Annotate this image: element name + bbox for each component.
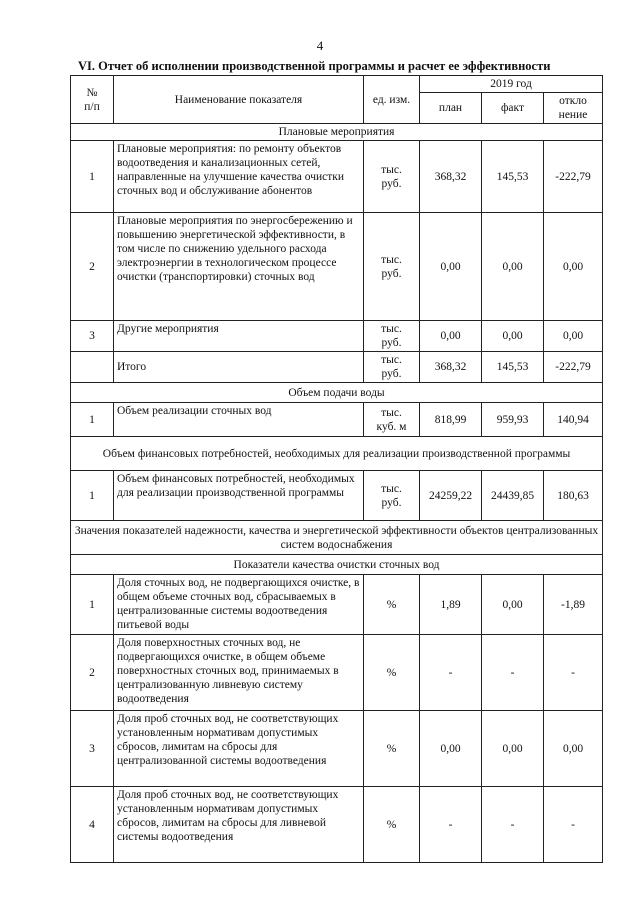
document-title: VI. Отчет об исполнении производственной программы и расчет ее эффективности — [78, 59, 551, 73]
row-plan: - — [420, 635, 482, 711]
row-unit: тыс. куб. м — [364, 403, 420, 437]
row-fact: 0,00 — [482, 575, 544, 635]
page-number: 4 — [316, 38, 324, 53]
row-number: 1 — [71, 141, 114, 213]
row-name: Объем реализации сточных вод — [114, 403, 364, 437]
table-row — [71, 635, 603, 711]
header-fact: факт — [482, 93, 544, 124]
row-fact: 0,00 — [482, 321, 544, 352]
table-row — [71, 141, 603, 213]
row-number: 1 — [71, 471, 114, 521]
table-row — [71, 471, 603, 521]
row-name: Плановые мероприятия: по ремонту объектов водоотведения и канализационных сетей, направленные на улучшение качества очистки сточных вод и обслуживание абонентов — [114, 141, 364, 213]
row-plan: - — [420, 787, 482, 863]
row-plan: 0,00 — [420, 213, 482, 321]
report-table — [70, 75, 603, 863]
row-deviation: 140,94 — [544, 403, 603, 437]
section-title: Значения показателей надежности, качества и энергетической эффективности объектов централизованных систем водоснабжения — [71, 521, 603, 555]
row-number — [71, 352, 114, 383]
row-unit: тыс. руб. — [364, 141, 420, 213]
header-deviation: откло нение — [544, 93, 603, 124]
table-row — [71, 321, 603, 352]
row-unit: % — [364, 635, 420, 711]
row-fact: 145,53 — [482, 141, 544, 213]
section-title: Плановые мероприятия — [71, 124, 603, 141]
row-unit: тыс. руб. — [364, 471, 420, 521]
row-plan: 0,00 — [420, 711, 482, 787]
row-deviation: 180,63 — [544, 471, 603, 521]
header-unit: ед. изм. — [364, 76, 420, 124]
row-name: Объем финансовых потребностей, необходимых для реализации производственной программы — [114, 471, 364, 521]
table-row — [71, 787, 603, 863]
row-fact: 959,93 — [482, 403, 544, 437]
row-plan: 368,32 — [420, 141, 482, 213]
row-unit: тыс. руб. — [364, 321, 420, 352]
header-name: Наименование показателя — [114, 76, 364, 124]
row-unit: тыс. руб. — [364, 213, 420, 321]
table-row — [71, 352, 603, 383]
row-unit: % — [364, 575, 420, 635]
row-fact: 24439,85 — [482, 471, 544, 521]
row-number: 1 — [71, 403, 114, 437]
row-plan: 0,00 — [420, 321, 482, 352]
row-plan: 24259,22 — [420, 471, 482, 521]
row-deviation: 0,00 — [544, 321, 603, 352]
row-fact: 0,00 — [482, 711, 544, 787]
row-fact: 0,00 — [482, 213, 544, 321]
row-unit: % — [364, 711, 420, 787]
header-year: 2019 год — [420, 76, 603, 93]
header-plan: план — [420, 93, 482, 124]
row-unit: % — [364, 787, 420, 863]
table-row — [71, 403, 603, 437]
row-plan: 368,32 — [420, 352, 482, 383]
table-row — [71, 711, 603, 787]
section-title: Объем подачи воды — [71, 383, 603, 403]
row-fact: 145,53 — [482, 352, 544, 383]
row-unit: тыс. руб. — [364, 352, 420, 383]
table-row — [71, 575, 603, 635]
row-fact: - — [482, 787, 544, 863]
row-number: 4 — [71, 787, 114, 863]
row-deviation: - — [544, 635, 603, 711]
section-title: Объем финансовых потребностей, необходимых для реализации производственной программы — [71, 437, 603, 471]
row-deviation: 0,00 — [544, 711, 603, 787]
row-deviation: -222,79 — [544, 352, 603, 383]
row-number: 3 — [71, 711, 114, 787]
row-deviation: -222,79 — [544, 141, 603, 213]
row-plan: 818,99 — [420, 403, 482, 437]
row-name: Доля проб сточных вод, не соответствующих установленным нормативам допустимых сбросов, лимитам на сбросы для централизованной системы водоотведения — [114, 711, 364, 787]
row-deviation: -1,89 — [544, 575, 603, 635]
row-name: Итого — [114, 352, 364, 383]
row-name: Плановые мероприятия по энергосбережению и повышению энергетической эффективности, в том числе по снижению удельного расхода электроэнергии в технологическом процессе очистки (транспортировки) сточных вод — [114, 213, 364, 321]
row-name: Доля проб сточных вод, не соответствующих установленным нормативам допустимых сбросов, лимитам на сбросы для ливневой системы водоотведения — [114, 787, 364, 863]
section-title: Показатели качества очистки сточных вод — [71, 555, 603, 575]
header-num: № п/п — [71, 76, 114, 124]
table-row — [71, 213, 603, 321]
row-name: Другие мероприятия — [114, 321, 364, 352]
row-fact: - — [482, 635, 544, 711]
row-name: Доля поверхностных сточных вод, не подвергающихся очистке, в общем объеме поверхностных сточных вод, принимаемых в централизованную ливневую систему водоотведения — [114, 635, 364, 711]
row-number: 3 — [71, 321, 114, 352]
row-number: 2 — [71, 213, 114, 321]
row-name: Доля сточных вод, не подвергающихся очистке, в общем объеме сточных вод, сбрасываемых в централизованные системы водоотведения питьевой воды — [114, 575, 364, 635]
row-deviation: - — [544, 787, 603, 863]
row-plan: 1,89 — [420, 575, 482, 635]
row-number: 1 — [71, 575, 114, 635]
row-deviation: 0,00 — [544, 213, 603, 321]
row-number: 2 — [71, 635, 114, 711]
